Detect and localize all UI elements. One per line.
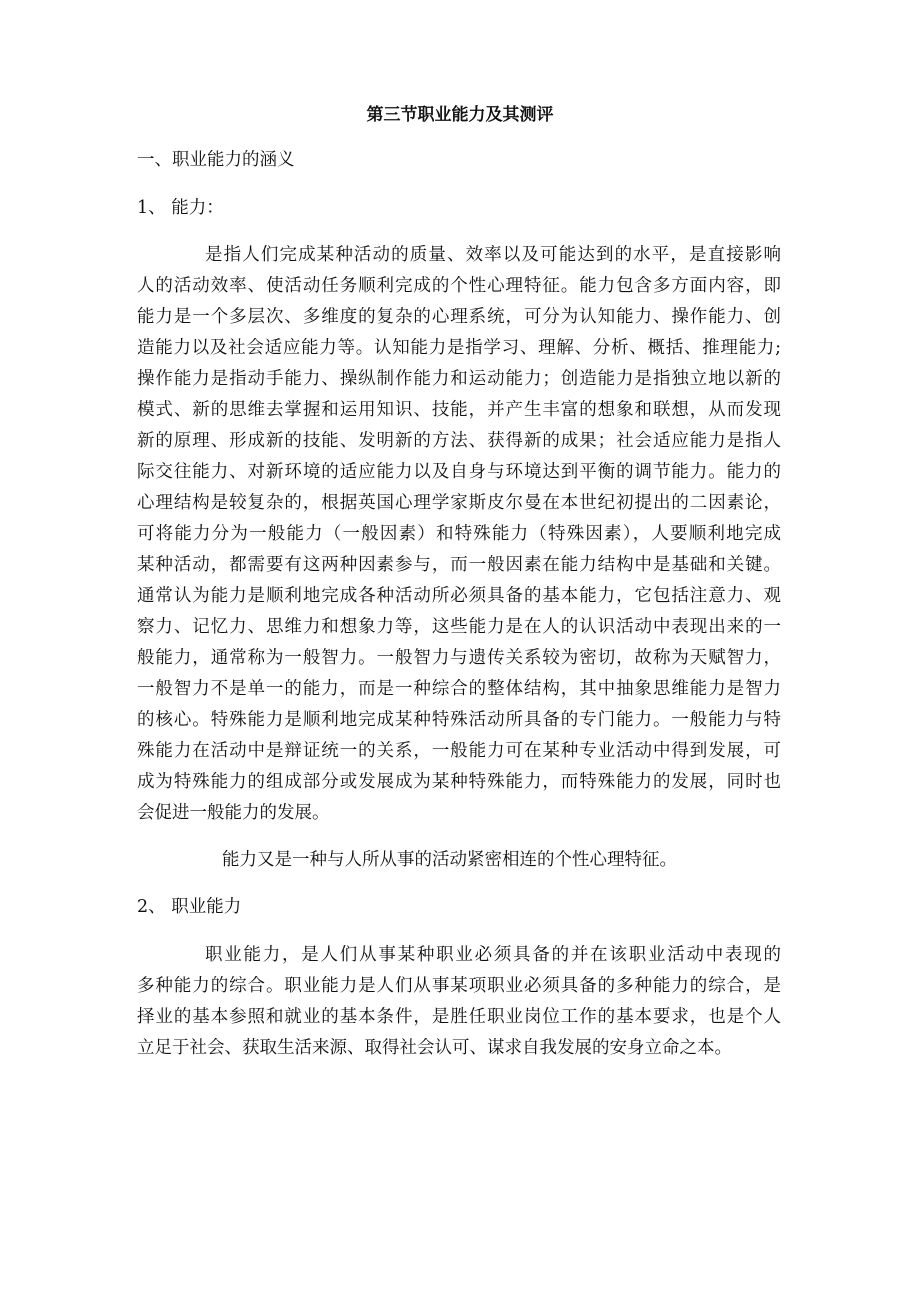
section-heading: 一、职业能力的涵义 xyxy=(137,150,295,170)
text-line: 立足于社会、获取生活来源、取得社会认可、谋求自我发展的安身立命之本。 xyxy=(137,1038,732,1058)
text-line: 般能力，通常称为一般智力。一般智力与遗传关系较为密切，故称为天赋智力， xyxy=(137,648,781,668)
text-line: 成为特殊能力的组成部分或发展成为某种特殊能力，而特殊能力的发展，同时也 xyxy=(137,772,781,792)
text-line: 人的活动效率、使活动任务顺利完成的个性心理特征。能力包含多方面内容，即 xyxy=(137,276,781,296)
text-line: 察力、记忆力、思维力和想象力等，这些能力是在人的认识活动中表现出来的一 xyxy=(137,617,781,637)
text-line: 际交往能力、对新环境的适应能力以及自身与环境达到平衡的调节能力。能力的 xyxy=(137,462,781,482)
text-line: 一般智力不是单一的能力，而是一种综合的整体结构，其中抽象思维能力是智力 xyxy=(137,679,781,699)
text-line: 可将能力分为一般能力（一般因素）和特殊能力（特殊因素），人要顺利地完成 xyxy=(137,524,781,544)
text-line: 择业的基本参照和就业的基本条件，是胜任职业岗位工作的基本要求，也是个人 xyxy=(137,1007,781,1027)
text-line: 心理结构是较复杂的，根据英国心理学家斯皮尔曼在本世纪初提出的二因素论， xyxy=(137,493,781,513)
text-line: 多种能力的综合。职业能力是人们从事某项职业必须具备的多种能力的综合，是 xyxy=(137,976,781,996)
subsection-heading: 1、 能力： xyxy=(137,198,224,218)
text-line: 某种活动，都需要有这两种因素参与，而一般因素在能力结构中是基础和关键。 xyxy=(137,555,781,575)
text-line: 的核心。特殊能力是顺利地完成某种特殊活动所具备的专门能力。一般能力与特 xyxy=(137,710,781,730)
text-line: 新的原理、形成新的技能、发明新的方法、获得新的成果；社会适应能力是指人 xyxy=(137,431,781,451)
page-title: 第三节职业能力及其测评 xyxy=(366,105,554,125)
text-line: 殊能力在活动中是辩证统一的关系，一般能力可在某种专业活动中得到发展，可 xyxy=(137,741,781,761)
text-line: 会促进一般能力的发展。 xyxy=(137,803,330,823)
text-line: 操作能力是指动手能力、操纵制作能力和运动能力；创造能力是指独立地以新的 xyxy=(137,369,781,389)
subsection-heading: 2、 职业能力 xyxy=(137,897,242,917)
text-line: 模式、新的思维去掌握和运用知识、技能，并产生丰富的想象和联想，从而发现 xyxy=(137,400,781,420)
text-line: 造能力以及社会适应能力等。认知能力是指学习、理解、分析、概括、推理能力; xyxy=(137,338,781,358)
text-line: 职业能力，是人们从事某种职业必须具备的并在该职业活动中表现的 xyxy=(205,945,781,965)
paragraph-ability-summary: 能力又是一种与人所从事的活动紧密相连的个性心理特征。 xyxy=(222,850,677,870)
text-line: 是指人们完成某种活动的质量、效率以及可能达到的水平，是直接影响 xyxy=(205,245,781,265)
text-line: 通常认为能力是顺利地完成各种活动所必须具备的基本能力，它包括注意力、观 xyxy=(137,586,781,606)
text-line: 能力是一个多层次、多维度的复杂的心理系统，可分为认知能力、操作能力、创 xyxy=(137,307,781,327)
